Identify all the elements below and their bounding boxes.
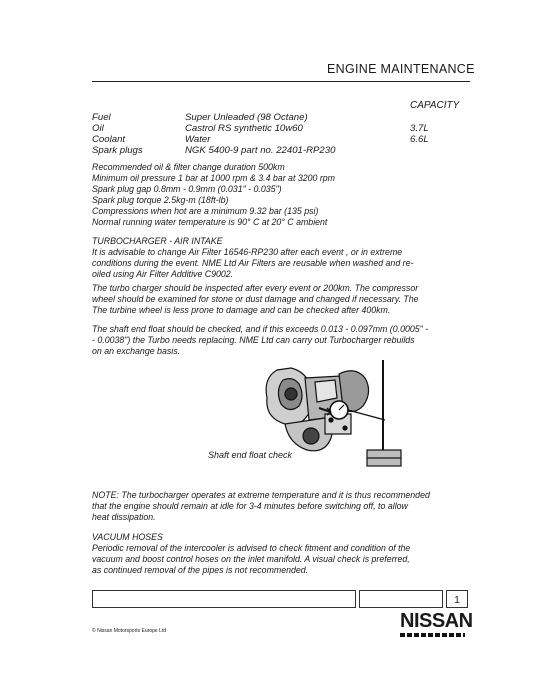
spec-label: Fuel	[92, 112, 111, 123]
page-header-title: ENGINE MAINTENANCE	[327, 62, 475, 76]
para-line: vacuum and boost control hoses on the inlet manifold. A visual check is preferred,	[92, 554, 410, 564]
spec-value: Super Unleaded (98 Octane)	[185, 112, 308, 123]
turbo-cooldown-note	[92, 490, 474, 523]
para-line: that the engine should remain at idle for 3-4 minutes before switching off, to allow	[92, 501, 408, 511]
note-line: Spark plug gap 0.8mm - 0.9mm (0.031" - 0.035")	[92, 184, 282, 194]
spec-capacity: 3.7L	[410, 123, 429, 134]
section-heading: VACUUM HOSES	[92, 532, 163, 542]
spec-value: NGK 5400-9 part no. 22401-RP230	[185, 145, 336, 156]
capacity-heading: CAPACITY	[410, 100, 460, 111]
footer-box-middle	[359, 590, 443, 608]
para-line: heat dissipation.	[92, 512, 156, 522]
para-line: It is advisable to change Air Filter 16546-RP230 after each event , or in extreme	[92, 247, 403, 257]
nissan-logo-stripe	[400, 633, 465, 637]
spec-label: Spark plugs	[92, 145, 143, 156]
para-line: on an exchange basis.	[92, 346, 181, 356]
note-line: Compressions when hot are a minimum 9.32 bar (135 psi)	[92, 206, 319, 216]
copyright-notice: © Nissan Motorsports Europe Ltd	[92, 628, 166, 634]
para-line: as continued removal of the pipes is not recommended.	[92, 565, 309, 575]
para-line: The shaft end float should be checked, and if this exceeds 0.013 - 0.097mm (0.0005" -	[92, 324, 429, 334]
footer-box-left	[92, 590, 356, 608]
note-line: Minimum oil pressure 1 bar at 1000 rpm & 3.4 bar at 3200 rpm	[92, 173, 336, 183]
para-line: Periodic removal of the intercooler is advised to check fitment and condition of the	[92, 543, 411, 553]
spec-label: Coolant	[92, 134, 126, 145]
para-line: The turbo charger should be inspected after every event or 200km. The compressor	[92, 283, 419, 293]
nissan-logo-text: NISSAN	[400, 610, 473, 632]
note-line: Spark plug torque 2.5kg-m (18ft-lb)	[92, 195, 229, 205]
para-line: - 0.0038") the Turbo needs replacing. NME Ltd can carry out Turbocharger rebuilds	[92, 335, 415, 345]
spec-capacity: 6.6L	[410, 134, 429, 145]
turbo-inspection-paragraph	[92, 283, 474, 316]
para-line: oiled using Air Filter Additive C9002.	[92, 269, 234, 279]
figure-caption: Shaft end float check	[208, 450, 293, 460]
note-line: Normal running water temperature is 90° C at 20° C ambient	[92, 217, 328, 227]
page-number-box	[446, 590, 468, 608]
page-number: 1	[454, 595, 460, 606]
spec-value: Water	[185, 134, 211, 145]
maintenance-notes	[92, 162, 474, 228]
note-line: Recommended oil & filter change duration 500km	[92, 162, 285, 172]
para-line: The turbine wheel is less prone to damage and can be checked after 400km.	[92, 305, 391, 315]
section-heading: TURBOCHARGER - AIR INTAKE	[92, 236, 223, 246]
vacuum-hoses-section	[92, 532, 474, 576]
para-line: NOTE: The turbocharger operates at extreme temperature and it is thus recommended	[92, 490, 430, 500]
para-line: conditions during the event. NME Ltd Air Filters are reusable when washed and re-	[92, 258, 414, 268]
para-line: wheel should be examined for stone or dust damage and changed if necessary. The	[92, 294, 419, 304]
shaft-float-paragraph	[92, 324, 474, 357]
header-rule	[92, 81, 470, 82]
spec-value: Castrol RS synthetic 10w60	[185, 123, 303, 134]
turbo-section	[92, 236, 474, 280]
spec-label: Oil	[92, 123, 104, 134]
